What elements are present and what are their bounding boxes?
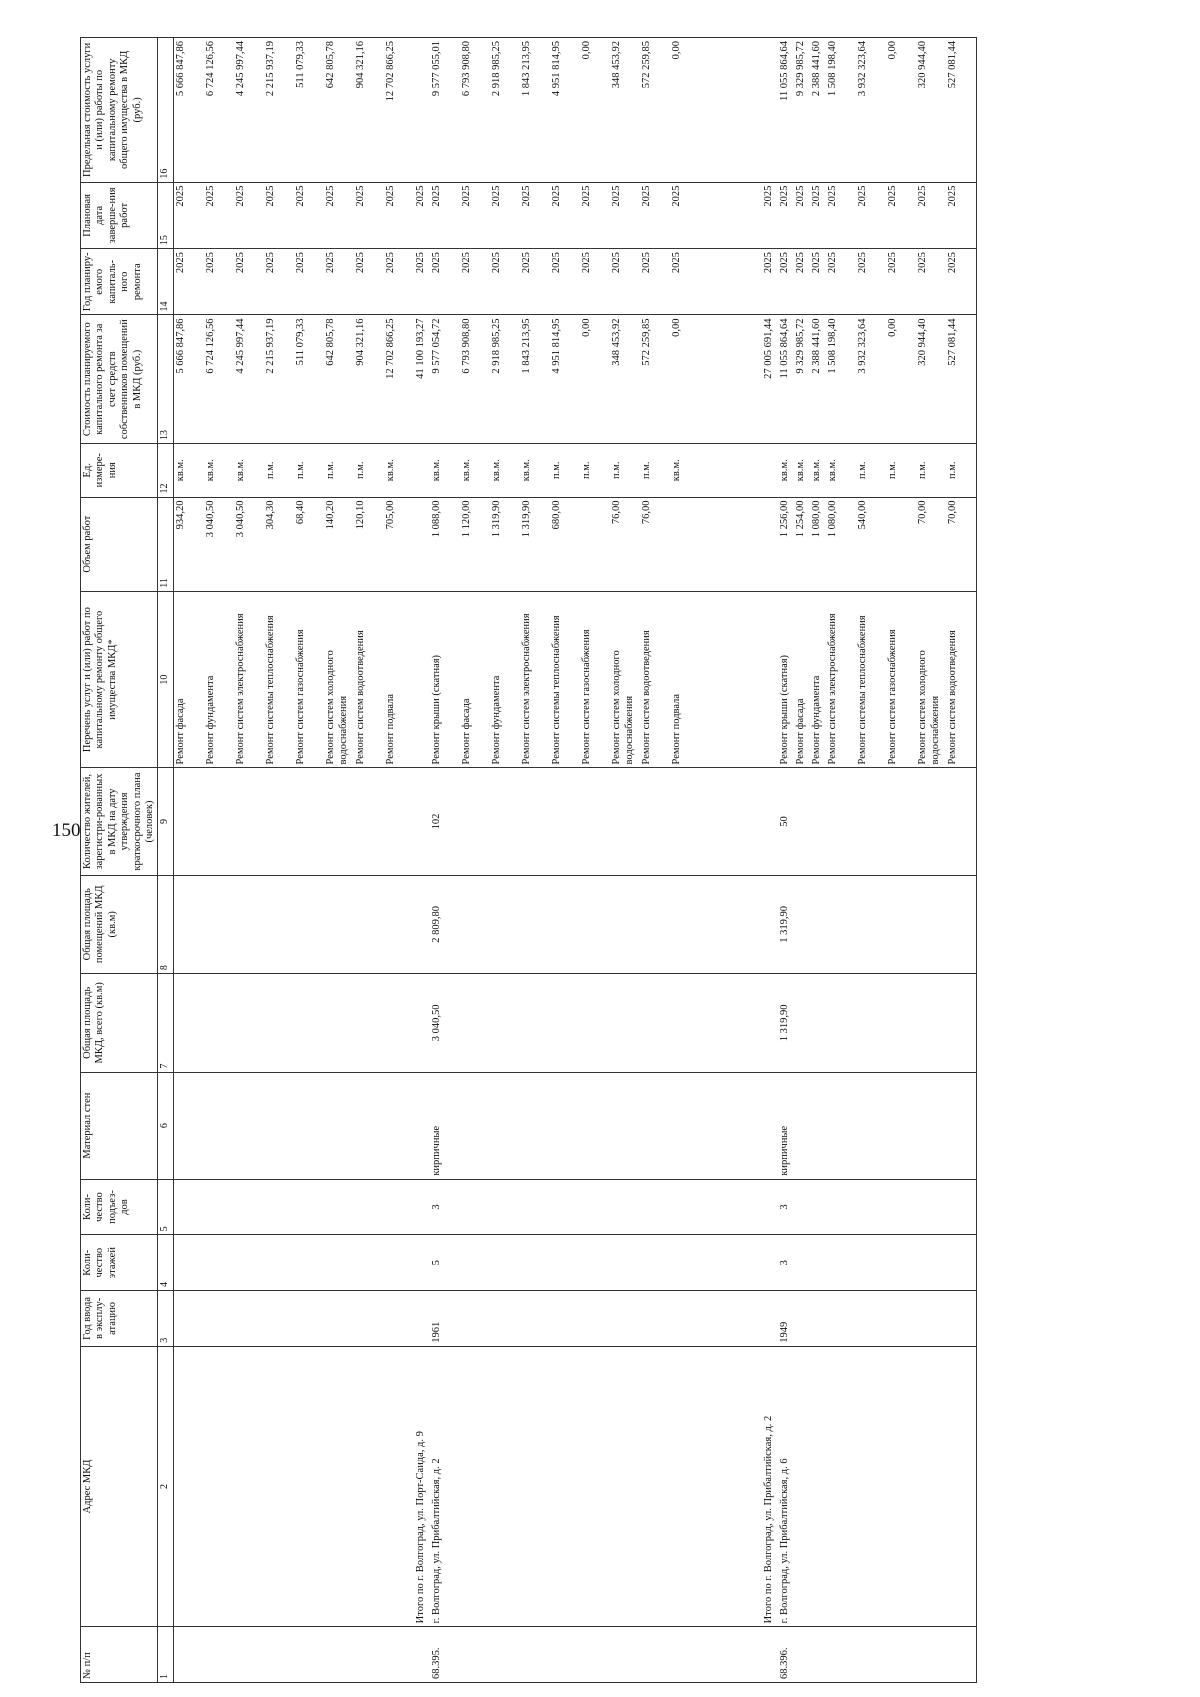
unit-cell: п.м.: [946, 443, 977, 497]
limit-cell: 11 055 864,64: [778, 38, 794, 183]
limit-cell: 6 793 908,80: [460, 38, 490, 183]
table-row: [234, 38, 264, 1683]
end-cell: 2025: [794, 182, 810, 248]
cost-cell: 904 321,16: [354, 315, 384, 444]
area-total: 3 040,50: [430, 974, 460, 1073]
work-cell: Ремонт систем холодного водоснабжения: [324, 591, 354, 768]
cost-cell: 1 508 198,40: [826, 315, 856, 444]
volume-cell: 120,10: [354, 497, 384, 591]
volume-cell: 1 319,90: [490, 497, 520, 591]
end-cell: 2025: [640, 182, 670, 248]
year-cell: 2025: [204, 249, 234, 315]
end-cell: 2025: [856, 182, 886, 248]
table-row: [886, 38, 916, 1683]
volume-cell: [670, 497, 700, 591]
spacer-row: [700, 38, 762, 1683]
unit-cell: кв.м.: [826, 443, 856, 497]
entrances: 3: [430, 1179, 460, 1235]
volume-cell: 140,20: [324, 497, 354, 591]
end-cell: 2025: [550, 182, 580, 248]
end-cell: 2025: [826, 182, 856, 248]
unit-cell: кв.м.: [174, 443, 205, 497]
total-row: [414, 38, 430, 1683]
wall-material: кирпичные: [430, 1072, 460, 1179]
total-label: Итого по г. Волгоград, ул. Прибалтийская, д. 2: [762, 1346, 778, 1627]
work-cell: Ремонт систем электроснабжения: [826, 591, 856, 768]
end-cell: 2025: [670, 182, 700, 248]
volume-cell: 1 080,00: [810, 497, 826, 591]
year-cell: 2025: [886, 249, 916, 315]
unit-cell: п.м.: [550, 443, 580, 497]
volume-cell: 304,30: [264, 497, 294, 591]
floors: 3: [778, 1235, 794, 1291]
end-cell: 2025: [174, 182, 205, 248]
table-row: [946, 38, 977, 1683]
work-cell: Ремонт систем газоснабжения: [294, 591, 324, 768]
header-cell: Коли-чество подъез-дов: [81, 1179, 158, 1235]
column-number: 13: [158, 315, 174, 444]
limit-cell: 6 724 126,56: [204, 38, 234, 183]
end-cell: 2025: [778, 182, 794, 248]
year-cell: 2025: [580, 249, 610, 315]
table-row: [640, 38, 670, 1683]
year-cell: 2025: [610, 249, 640, 315]
cost-cell: 2 918 985,25: [490, 315, 520, 444]
end-cell: 2025: [946, 182, 977, 248]
cost-cell: 527 081,44: [946, 315, 977, 444]
entrances: 3: [778, 1179, 794, 1235]
year-cell: 2025: [234, 249, 264, 315]
limit-cell: 4 245 997,44: [234, 38, 264, 183]
cost-cell: 3 932 323,64: [856, 315, 886, 444]
limit-cell: 12 702 866,25: [384, 38, 414, 183]
table-row: [916, 38, 946, 1683]
year-cell: 2025: [460, 249, 490, 315]
total-year: 2025: [414, 249, 430, 315]
column-number: 6: [158, 1072, 174, 1179]
work-cell: Ремонт фундамента: [204, 591, 234, 768]
volume-cell: 76,00: [610, 497, 640, 591]
cost-cell: 1 843 213,95: [520, 315, 550, 444]
end-cell: 2025: [810, 182, 826, 248]
header-cell: Перечень услуг и (или) работ по капитальному ремонту общего имущества МКД*: [81, 591, 158, 768]
area-rooms: 2 809,80: [430, 875, 460, 974]
total-end: 2025: [762, 182, 778, 248]
unit-cell: п.м.: [916, 443, 946, 497]
unit-cell: п.м.: [324, 443, 354, 497]
work-cell: Ремонт систем холодного водоснабжения: [916, 591, 946, 768]
work-cell: Ремонт фасада: [174, 591, 205, 768]
year-cell: 2025: [294, 249, 324, 315]
volume-cell: 3 040,50: [234, 497, 264, 591]
house-address: г. Волгоград, ул. Прибалтийская, д. 2: [430, 1346, 460, 1627]
table-row: [856, 38, 886, 1683]
volume-cell: 705,00: [384, 497, 414, 591]
header-cell: Ед. измере-ния: [81, 443, 158, 497]
column-number: 7: [158, 974, 174, 1073]
year-cell: 2025: [384, 249, 414, 315]
header-cell: Год планиру-емого капиталь-ного ремонта: [81, 249, 158, 315]
cost-cell: 12 702 866,25: [384, 315, 414, 444]
residents: 102: [430, 768, 460, 875]
table-row: [204, 38, 234, 1683]
year-cell: 2025: [856, 249, 886, 315]
cost-cell: 0,00: [886, 315, 916, 444]
unit-cell: кв.м.: [810, 443, 826, 497]
cost-cell: 320 944,40: [916, 315, 946, 444]
area-total: 1 319,90: [778, 974, 794, 1073]
limit-cell: 348 453,92: [610, 38, 640, 183]
column-number: 9: [158, 768, 174, 875]
year-cell: 2025: [264, 249, 294, 315]
end-cell: 2025: [490, 182, 520, 248]
volume-cell: 76,00: [640, 497, 670, 591]
work-cell: Ремонт фундамента: [490, 591, 520, 768]
column-number: 4: [158, 1235, 174, 1291]
unit-cell: п.м.: [610, 443, 640, 497]
work-cell: Ремонт фасада: [460, 591, 490, 768]
unit-cell: кв.м.: [204, 443, 234, 497]
year-cell: 2025: [324, 249, 354, 315]
column-number: 8: [158, 875, 174, 974]
cost-cell: 5 666 847,86: [174, 315, 205, 444]
limit-cell: 0,00: [580, 38, 610, 183]
unit-cell: п.м.: [264, 443, 294, 497]
unit-cell: кв.м.: [794, 443, 810, 497]
column-number: 11: [158, 497, 174, 591]
limit-cell: 904 321,16: [354, 38, 384, 183]
volume-cell: 1 254,00: [794, 497, 810, 591]
header-cell: Общая площадь МКД, всего (кв.м): [81, 974, 158, 1073]
end-cell: 2025: [886, 182, 916, 248]
column-number-row: [158, 38, 174, 1683]
volume-cell: 68,40: [294, 497, 324, 591]
column-number: 3: [158, 1291, 174, 1347]
unit-cell: кв.м.: [430, 443, 460, 497]
year-cell: 2025: [946, 249, 977, 315]
cost-cell: 11 055 864,64: [778, 315, 794, 444]
end-cell: 2025: [384, 182, 414, 248]
end-cell: 2025: [204, 182, 234, 248]
table-row: [550, 38, 580, 1683]
end-cell: 2025: [580, 182, 610, 248]
total-label: Итого по г. Волгоград, ул. Порт-Саида, д. 9: [414, 1346, 430, 1627]
year-cell: 2025: [810, 249, 826, 315]
page-number: 150: [52, 820, 81, 841]
limit-cell: 5 666 847,86: [174, 38, 205, 183]
table-row: [670, 38, 700, 1683]
work-cell: Ремонт системы теплоснабжения: [550, 591, 580, 768]
year-built: 1961: [430, 1291, 460, 1347]
table-row: [580, 38, 610, 1683]
volume-cell: 1 319,90: [520, 497, 550, 591]
header-cell: Стоимость планируемого капитального ремонта за счет средств собственников помещений в МКД (руб.): [81, 315, 158, 444]
end-cell: 2025: [294, 182, 324, 248]
cost-cell: 0,00: [670, 315, 700, 444]
header-row: [81, 38, 158, 1683]
unit-cell: п.м.: [856, 443, 886, 497]
residents: 50: [778, 768, 794, 875]
header-cell: Объем работ: [81, 497, 158, 591]
cost-cell: 4 951 814,95: [550, 315, 580, 444]
work-cell: Ремонт подвала: [384, 591, 414, 768]
end-cell: 2025: [460, 182, 490, 248]
volume-cell: 934,20: [174, 497, 205, 591]
end-cell: 2025: [324, 182, 354, 248]
end-cell: 2025: [610, 182, 640, 248]
header-cell: Материал стен: [81, 1072, 158, 1179]
unit-cell: кв.м.: [778, 443, 794, 497]
limit-cell: 511 079,33: [294, 38, 324, 183]
volume-cell: 1 120,00: [460, 497, 490, 591]
column-number: 14: [158, 249, 174, 315]
end-cell: 2025: [234, 182, 264, 248]
year-cell: 2025: [640, 249, 670, 315]
end-cell: 2025: [264, 182, 294, 248]
total-year: 2025: [762, 249, 778, 315]
table-row: [460, 38, 490, 1683]
limit-cell: 572 259,85: [640, 38, 670, 183]
year-cell: 2025: [174, 249, 205, 315]
unit-cell: кв.м.: [234, 443, 264, 497]
area-rooms: 1 319,90: [778, 875, 794, 974]
year-cell: 2025: [520, 249, 550, 315]
volume-cell: [886, 497, 916, 591]
limit-cell: 4 951 814,95: [550, 38, 580, 183]
unit-cell: п.м.: [294, 443, 324, 497]
year-cell: 2025: [430, 249, 460, 315]
end-cell: 2025: [430, 182, 460, 248]
table-row: [490, 38, 520, 1683]
header-cell: № п/п: [81, 1627, 158, 1683]
header-cell: Год ввода в эксплу-атацию: [81, 1291, 158, 1347]
unit-cell: п.м.: [886, 443, 916, 497]
work-cell: Ремонт крыши (скатная): [778, 591, 794, 768]
limit-cell: 642 805,78: [324, 38, 354, 183]
column-number: 1: [158, 1627, 174, 1683]
volume-cell: [580, 497, 610, 591]
limit-cell: 1 843 213,95: [520, 38, 550, 183]
unit-cell: кв.м.: [520, 443, 550, 497]
volume-cell: 1 080,00: [826, 497, 856, 591]
work-cell: Ремонт системы теплоснабжения: [856, 591, 886, 768]
table-row: [794, 38, 810, 1683]
work-cell: Ремонт систем водоотведения: [640, 591, 670, 768]
limit-cell: 9 329 985,72: [794, 38, 810, 183]
column-number: 12: [158, 443, 174, 497]
cost-cell: 0,00: [580, 315, 610, 444]
unit-cell: п.м.: [354, 443, 384, 497]
volume-cell: 70,00: [916, 497, 946, 591]
cost-cell: 2 215 937,19: [264, 315, 294, 444]
year-cell: 2025: [826, 249, 856, 315]
unit-cell: п.м.: [580, 443, 610, 497]
end-cell: 2025: [354, 182, 384, 248]
house-address: г. Волгоград, ул. Прибалтийская, д. 6: [778, 1346, 794, 1627]
header-cell: Коли-чество этажей: [81, 1235, 158, 1291]
limit-cell: 2 388 441,60: [810, 38, 826, 183]
wall-material: кирпичные: [778, 1072, 794, 1179]
house-row: [430, 38, 460, 1683]
year-cell: 2025: [670, 249, 700, 315]
work-cell: Ремонт фундамента: [810, 591, 826, 768]
work-cell: Ремонт крыши (скатная): [430, 591, 460, 768]
table-row: [324, 38, 354, 1683]
cost-cell: 6 793 908,80: [460, 315, 490, 444]
table-row: [294, 38, 324, 1683]
house-number: 68.395.: [430, 1627, 460, 1683]
total-end: 2025: [414, 182, 430, 248]
cost-cell: 6 724 126,56: [204, 315, 234, 444]
year-cell: 2025: [778, 249, 794, 315]
total-cost: 27 005 691,44: [762, 315, 778, 444]
volume-cell: 3 040,50: [204, 497, 234, 591]
limit-cell: 527 081,44: [946, 38, 977, 183]
year-cell: 2025: [794, 249, 810, 315]
header-cell: Общая площадь помещений МКД (кв.м): [81, 875, 158, 974]
column-number: 10: [158, 591, 174, 768]
end-cell: 2025: [520, 182, 550, 248]
limit-cell: 0,00: [670, 38, 700, 183]
work-cell: Ремонт системы теплоснабжения: [264, 591, 294, 768]
limit-cell: 2 918 985,25: [490, 38, 520, 183]
cost-cell: 642 805,78: [324, 315, 354, 444]
volume-cell: 70,00: [946, 497, 977, 591]
unit-cell: кв.м.: [490, 443, 520, 497]
cost-cell: 9 577 054,72: [430, 315, 460, 444]
unit-cell: кв.м.: [460, 443, 490, 497]
unit-cell: кв.м.: [384, 443, 414, 497]
table-row: [384, 38, 414, 1683]
cost-cell: 4 245 997,44: [234, 315, 264, 444]
work-cell: Ремонт систем водоотведения: [946, 591, 977, 768]
cost-cell: 2 388 441,60: [810, 315, 826, 444]
limit-cell: 9 577 055,01: [430, 38, 460, 183]
limit-cell: 3 932 323,64: [856, 38, 886, 183]
column-number: 16: [158, 38, 174, 183]
column-number: 5: [158, 1179, 174, 1235]
year-cell: 2025: [490, 249, 520, 315]
column-number: 2: [158, 1346, 174, 1627]
table-row: [826, 38, 856, 1683]
floors: 5: [430, 1235, 460, 1291]
unit-cell: п.м.: [640, 443, 670, 497]
limit-cell: 320 944,40: [916, 38, 946, 183]
work-cell: Ремонт фасада: [794, 591, 810, 768]
work-cell: Ремонт систем холодного водоснабжения: [610, 591, 640, 768]
work-cell: Ремонт систем электроснабжения: [234, 591, 264, 768]
cost-cell: 348 453,92: [610, 315, 640, 444]
limit-cell: 1 508 198,40: [826, 38, 856, 183]
volume-cell: 1 256,00: [778, 497, 794, 591]
cost-cell: 511 079,33: [294, 315, 324, 444]
table-row: [520, 38, 550, 1683]
column-number: 15: [158, 182, 174, 248]
header-cell: Количество жителей, зарегистри-рованных в МКД на дату утверждения краткосрочного плана (человек): [81, 768, 158, 875]
cost-cell: 9 329 985,72: [794, 315, 810, 444]
house-row: [778, 38, 794, 1683]
table-row: [354, 38, 384, 1683]
year-cell: 2025: [916, 249, 946, 315]
header-cell: Предельная стоимость услуги и (или) работы по капитальному ремонту общего имущества в МКД (руб.): [81, 38, 158, 183]
work-cell: Ремонт систем электроснабжения: [520, 591, 550, 768]
limit-cell: 0,00: [886, 38, 916, 183]
header-cell: Адрес МКД: [81, 1346, 158, 1627]
limit-cell: 2 215 937,19: [264, 38, 294, 183]
volume-cell: 680,00: [550, 497, 580, 591]
work-cell: Ремонт систем газоснабжения: [580, 591, 610, 768]
total-row: [762, 38, 778, 1683]
rotated-table-container: [80, 37, 1200, 1683]
year-built: 1949: [778, 1291, 794, 1347]
work-cell: Ремонт систем газоснабжения: [886, 591, 916, 768]
total-cost: 41 100 193,27: [414, 315, 430, 444]
volume-cell: 540,00: [856, 497, 886, 591]
year-cell: 2025: [550, 249, 580, 315]
table-row: [810, 38, 826, 1683]
end-cell: 2025: [916, 182, 946, 248]
cost-cell: 572 259,85: [640, 315, 670, 444]
work-cell: Ремонт подвала: [670, 591, 700, 768]
table-row: [264, 38, 294, 1683]
header-cell: Плановая дата заверше-ния работ: [81, 182, 158, 248]
table-row: [174, 38, 205, 1683]
year-cell: 2025: [354, 249, 384, 315]
table-row: [610, 38, 640, 1683]
capital-repair-table: [80, 37, 977, 1683]
work-cell: Ремонт систем водоотведения: [354, 591, 384, 768]
house-number: 68.396.: [778, 1627, 794, 1683]
volume-cell: 1 088,00: [430, 497, 460, 591]
unit-cell: кв.м.: [670, 443, 700, 497]
